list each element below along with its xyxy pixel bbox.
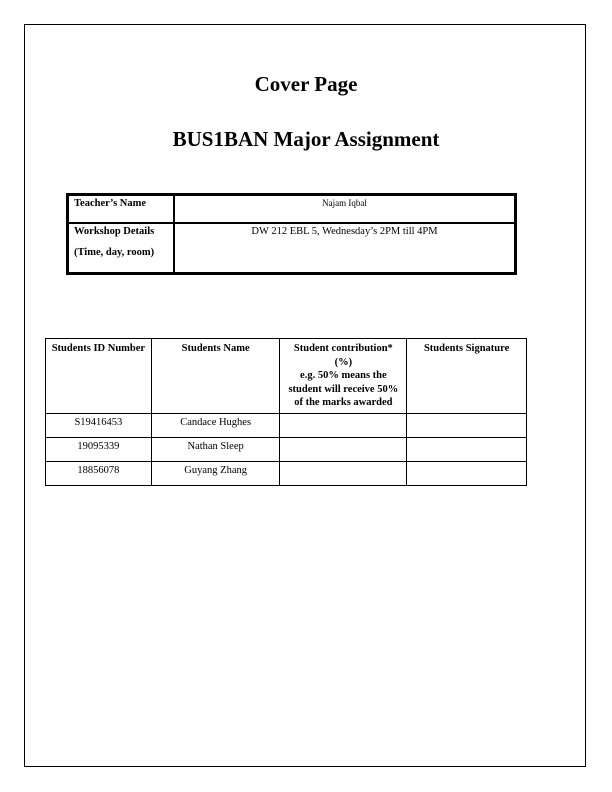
student-id-cell: S19416453 [46, 413, 152, 437]
table-row [46, 461, 527, 485]
signature-cell[interactable] [407, 413, 527, 437]
student-name-cell: Candace Hughes [151, 413, 280, 437]
header-contribution [280, 339, 407, 414]
header-contribution-note: e.g. 50% means the student will receive 50% of the marks awarded [288, 370, 399, 408]
workshop-details-label [68, 223, 175, 274]
signature-cell[interactable] [407, 461, 527, 485]
workshop-label-line2: (Time, day, room) [74, 247, 155, 258]
workshop-details-value: DW 212 EBL 5, Wednesday’s 2PM till 4PM [174, 223, 516, 274]
contribution-cell[interactable] [280, 461, 407, 485]
table-row [46, 437, 527, 461]
table-header-row [46, 339, 527, 414]
student-id-cell: 19095339 [46, 437, 152, 461]
student-name-cell: Nathan Sleep [151, 437, 280, 461]
teacher-name-value: Najam Iqbal [174, 195, 516, 224]
workshop-row [68, 223, 516, 274]
signature-cell[interactable] [407, 437, 527, 461]
cover-title: Cover Page [254, 72, 358, 96]
teacher-row [68, 195, 516, 224]
header-contribution-title: Student contribution* (%) [293, 343, 393, 368]
contribution-cell[interactable] [280, 413, 407, 437]
student-name-cell: Guyang Zhang [151, 461, 280, 485]
teacher-name-label: Teacher’s Name [68, 195, 175, 224]
contribution-cell[interactable] [280, 437, 407, 461]
student-id-cell: 18856078 [46, 461, 152, 485]
table-row [46, 413, 527, 437]
teacher-details-table [66, 193, 517, 275]
header-signature: Students Signature [407, 339, 527, 414]
assignment-title: BUS1BAN Major Assignment [172, 127, 440, 151]
header-student-id: Students ID Number [46, 339, 152, 414]
students-table [45, 338, 527, 486]
header-student-name: Students Name [151, 339, 280, 414]
workshop-label-line1: Workshop Details [74, 226, 155, 237]
